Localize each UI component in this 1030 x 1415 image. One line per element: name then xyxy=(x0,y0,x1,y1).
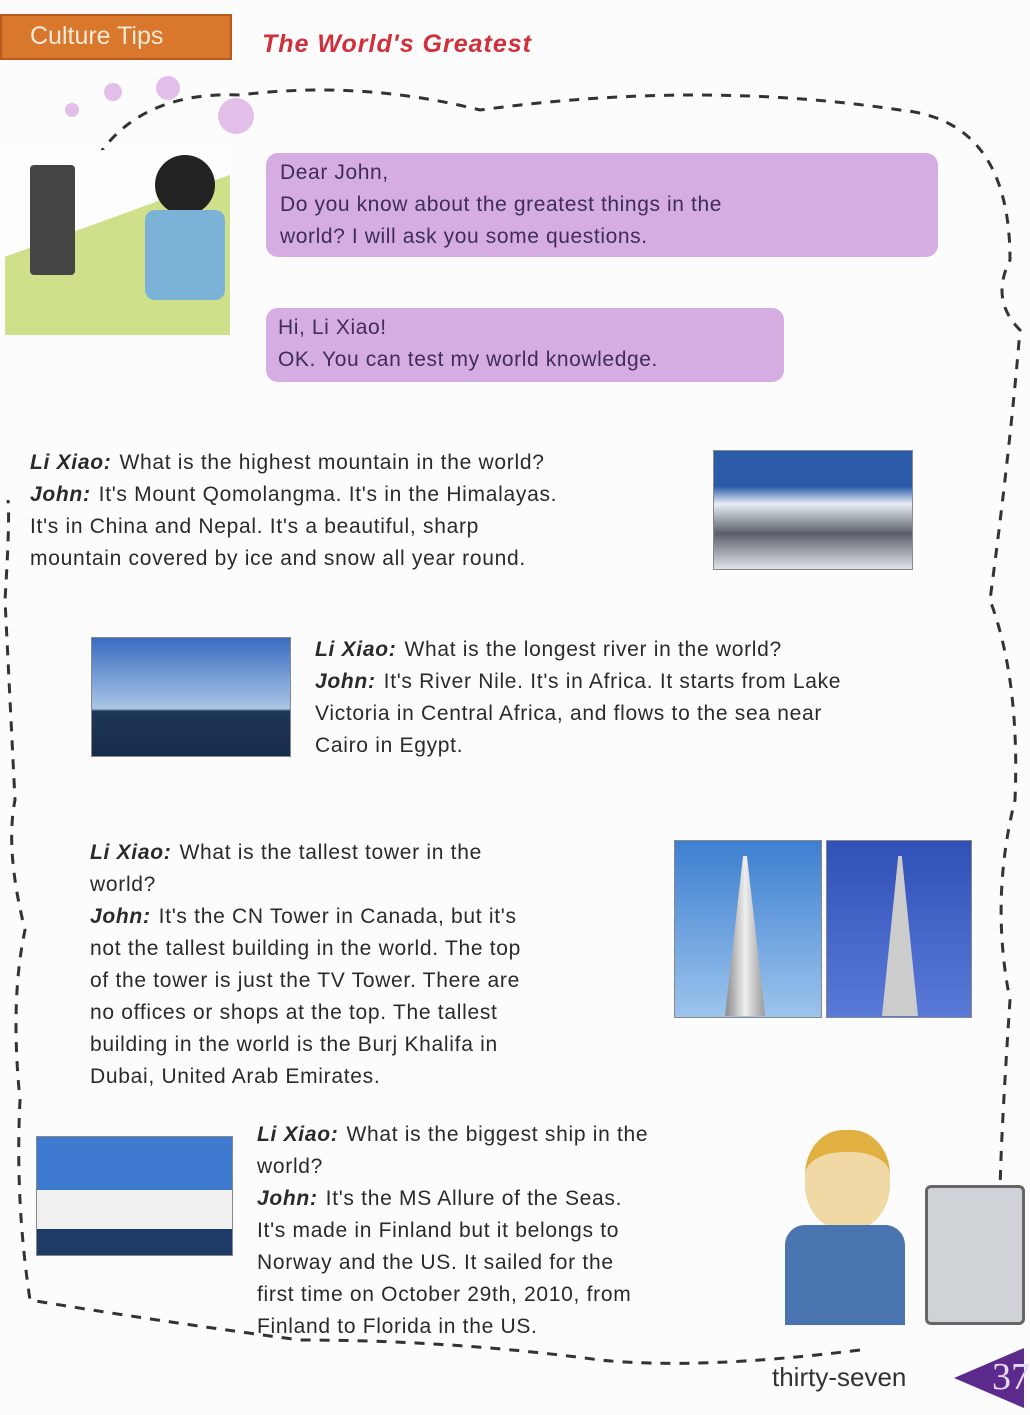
dialogue-text: It's in China and Nepal. It's a beautiful, sharp xyxy=(30,515,480,538)
dialogue-line xyxy=(90,933,521,965)
dialogue-line xyxy=(90,837,521,869)
speaker-label: Li Xiao: xyxy=(257,1123,339,1146)
dialogue-line xyxy=(257,1279,648,1311)
speaker-label: John: xyxy=(90,905,151,928)
dialogue-text: What is the longest river in the world? xyxy=(404,638,782,661)
dialogue-text: Finland to Florida in the US. xyxy=(257,1315,538,1338)
chat-bubble-john xyxy=(266,308,784,382)
dialogue-tower xyxy=(90,837,521,1093)
page-number-words: thirty-seven xyxy=(772,1362,907,1392)
dialogue-line xyxy=(90,1061,521,1093)
dialogue-text: building in the world is the Burj Khalifa in xyxy=(90,1033,498,1056)
bubble-line: OK. You can test my world knowledge. xyxy=(278,348,658,371)
dialogue-river xyxy=(315,634,841,762)
page-number: 37 xyxy=(992,1356,1030,1398)
dialogue-line xyxy=(315,698,841,730)
dialogue-line xyxy=(315,666,841,698)
dialogue-line xyxy=(257,1247,648,1279)
dialogue-text: What is the highest mountain in the world? xyxy=(119,451,545,474)
dialogue-line xyxy=(90,1029,521,1061)
dialogue-text: It's Mount Qomolangma. It's in the Himalayas. xyxy=(98,483,558,506)
dialogue-line xyxy=(30,447,557,479)
speaker-label: Li Xiao: xyxy=(315,638,397,661)
dialogue-line xyxy=(30,479,557,511)
dialogue-line xyxy=(30,543,557,575)
dialogue-text: What is the tallest tower in the xyxy=(179,841,482,864)
dialogue-text: It's the MS Allure of the Seas. xyxy=(325,1187,623,1210)
speaker-label: John: xyxy=(30,483,91,506)
dialogue-line xyxy=(257,1151,648,1183)
dialogue-text: Norway and the US. It sailed for the xyxy=(257,1251,614,1274)
dialogue-text: It's River Nile. It's in Africa. It starts from Lake xyxy=(383,670,842,693)
dialogue-line xyxy=(257,1119,648,1151)
dialogue-text: Victoria in Central Africa, and flows to the sea near xyxy=(315,702,823,725)
speaker-label: Li Xiao: xyxy=(30,451,112,474)
bubble-line: Hi, Li Xiao! xyxy=(278,316,387,339)
burj-khalifa-photo xyxy=(674,840,822,1018)
dialogue-text: world? xyxy=(90,873,157,896)
dialogue-line xyxy=(257,1183,648,1215)
dialogue-line xyxy=(257,1311,648,1343)
dialogue-line xyxy=(257,1215,648,1247)
bubble-line: Do you know about the greatest things in the xyxy=(280,193,723,216)
speaker-label: John: xyxy=(257,1187,318,1210)
boy-at-computer-illustration xyxy=(5,150,230,335)
dialogue-text: no offices or shops at the top. The tallest xyxy=(90,1001,498,1024)
dialogue-text: mountain covered by ice and snow all year round. xyxy=(30,547,526,570)
dialogue-text: What is the biggest ship in the xyxy=(346,1123,649,1146)
bubble-line: world? I will ask you some questions. xyxy=(280,225,648,248)
dialogue-text: It's made in Finland but it belongs to xyxy=(257,1219,620,1242)
cn-tower-photo xyxy=(826,840,972,1018)
dialogue-text: of the tower is just the TV Tower. There are xyxy=(90,969,521,992)
dialogue-text: not the tallest building in the world. The top xyxy=(90,937,522,960)
dialogue-line xyxy=(90,965,521,997)
dialogue-line xyxy=(30,511,557,543)
section-tag: Culture Tips xyxy=(0,14,232,60)
speaker-label: John: xyxy=(315,670,376,693)
dialogue-text: Cairo in Egypt. xyxy=(315,734,464,757)
dialogue-line xyxy=(90,869,521,901)
speaker-label: Li Xiao: xyxy=(90,841,172,864)
dialogue-text: Dubai, United Arab Emirates. xyxy=(90,1065,381,1088)
river-photo xyxy=(91,637,291,757)
dialogue-text: world? xyxy=(257,1155,324,1178)
dialogue-text: It's the CN Tower in Canada, but it's xyxy=(158,905,517,928)
dialogue-line xyxy=(315,730,841,762)
page-title: The World's Greatest xyxy=(262,30,532,58)
cruise-ship-photo xyxy=(36,1136,233,1256)
bubble-line: Dear John, xyxy=(280,161,389,184)
dialogue-mountain xyxy=(30,447,557,575)
dialogue-line xyxy=(315,634,841,666)
dialogue-text: first time on October 29th, 2010, from xyxy=(257,1283,632,1306)
dialogue-line xyxy=(90,997,521,1029)
mountain-photo xyxy=(713,450,913,570)
boy-with-computer-illustration xyxy=(775,1125,1024,1340)
dialogue-ship xyxy=(257,1119,648,1343)
chat-bubble-li-xiao xyxy=(266,153,938,257)
dialogue-line xyxy=(90,901,521,933)
